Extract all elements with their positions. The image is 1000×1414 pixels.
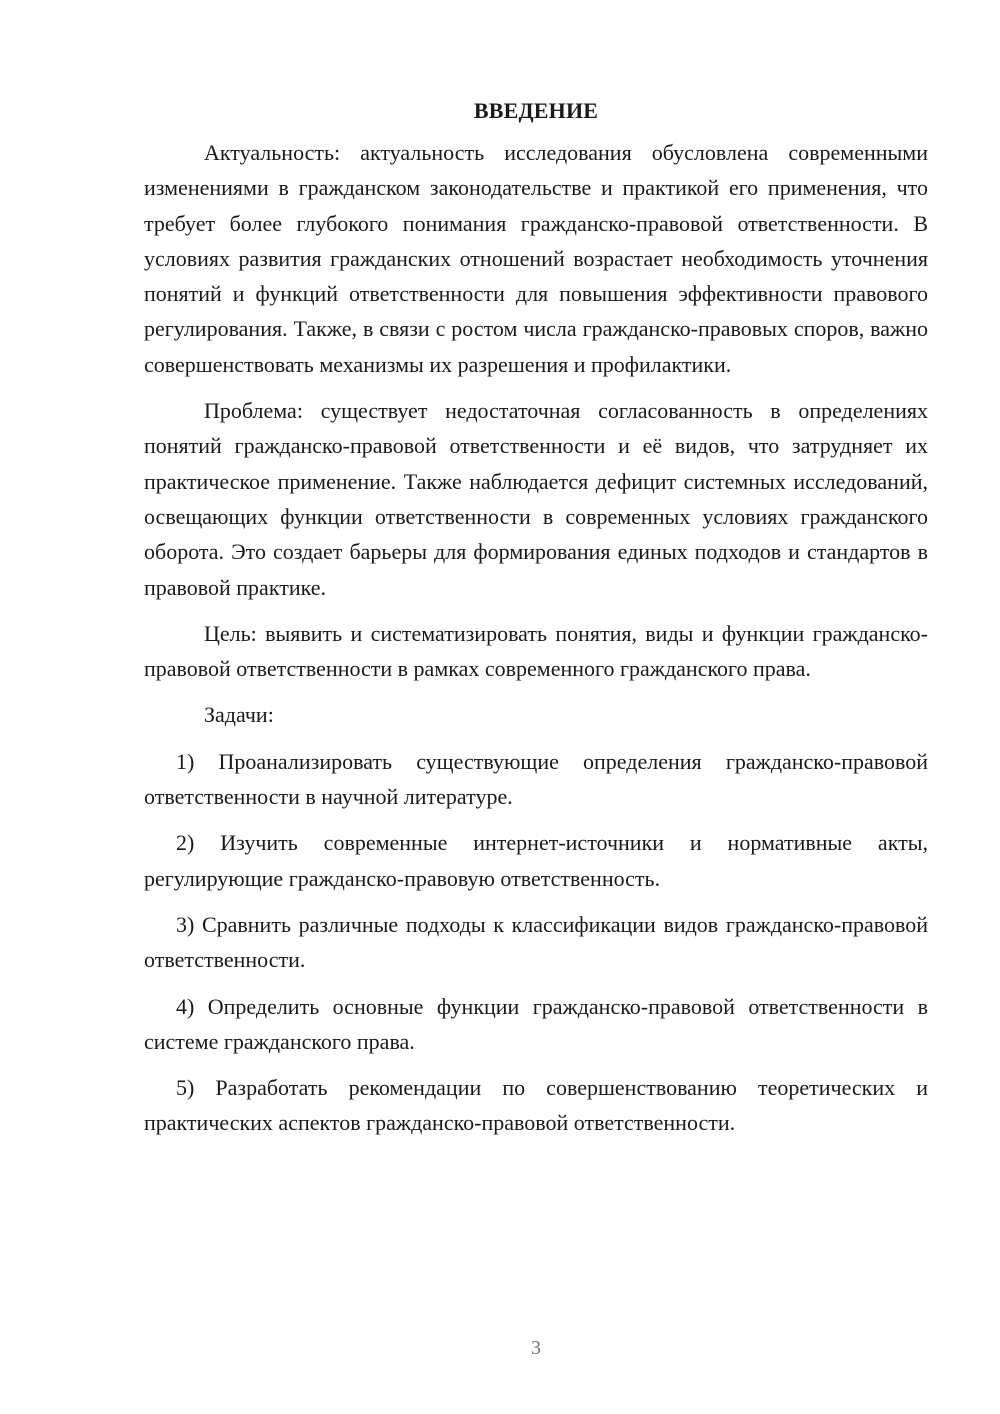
relevance-paragraph: Актуальность: актуальность исследования обусловлена современными изменениями в гражданском законодательстве и практикой его применения, что требует более глубокого понимания гражданско-правовой ответственности. В условиях развития гражданских отношений возрастает необходимость уточнения понятий и функций ответственности для повышения эффективности правового регулирования. Также, в связи с ростом числа гражданско-правовых споров, важно совершенствовать механизмы их разрешения и профилактики. bbox=[144, 140, 928, 377]
document-body bbox=[144, 97, 928, 1152]
goal-paragraph: Цель: выявить и систематизировать понятия, виды и функции гражданско-правовой ответственности в рамках современного гражданского права. bbox=[144, 620, 928, 682]
task-item-3: 3) Сравнить различные подходы к классификации видов гражданско-правовой ответственности. bbox=[144, 911, 928, 973]
page-number: 3 bbox=[531, 1337, 541, 1359]
problem-paragraph: Проблема: существует недостаточная согласованность в определениях понятий гражданско-правовой ответственности и её видов, что затрудняет их практическое применение. Также наблюдается дефицит системных исследований, освещающих функции ответственности в современных условиях гражданского оборота. Это создает барьеры для формирования единых подходов и стандартов в правовой практике. bbox=[144, 398, 928, 600]
task-item-1: 1) Проанализировать существующие определения гражданско-правовой ответственности в научной литературе. bbox=[144, 748, 928, 810]
task-item-5: 5) Разработать рекомендации по совершенствованию теоретических и практических аспектов гражданско-правовой ответственности. bbox=[144, 1075, 928, 1136]
task-item-2: 2) Изучить современные интернет-источники и нормативные акты, регулирующие гражданско-правовую ответственность. bbox=[144, 830, 928, 891]
section-title: ВВЕДЕНИЕ bbox=[473, 98, 599, 123]
task-item-4: 4) Определить основные функции гражданско-правовой ответственности в системе гражданского права. bbox=[144, 993, 928, 1054]
tasks-heading: Задачи: bbox=[204, 702, 274, 728]
